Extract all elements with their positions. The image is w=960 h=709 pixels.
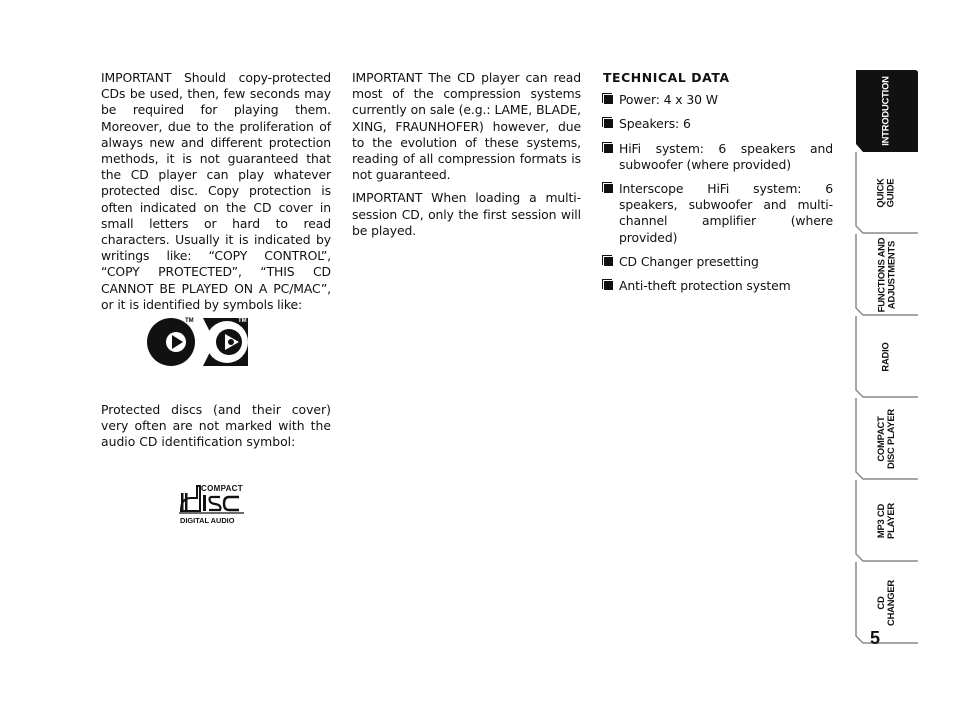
trademark-left: TM (185, 318, 194, 324)
compression-paragraph: IMPORTANT The CD player can read most of the compression systems currently on sale (e.g.: LAME, BLADE, XING, FRAUNHOFER) however, due to the evolution of these systems, reading of all compression formats is not guaranteed. (352, 70, 581, 183)
technical-data-heading: TECHNICAL DATA (603, 70, 730, 85)
list-item: CD Changer presetting (603, 254, 833, 270)
list-item: Interscope HiFi system: 6 speakers, subwoofer and multi-channel amplifier (where provided) (603, 181, 833, 246)
tab-compact-disc-player[interactable] (853, 398, 919, 480)
list-item: Anti-theft protection system (603, 278, 833, 294)
tab-introduction[interactable] (853, 70, 919, 152)
compact-disc-logo (179, 483, 249, 529)
copy-control-logo-icon (145, 313, 251, 369)
checkbox-bullet-icon (603, 143, 613, 153)
compact-disc-digital-audio-icon (179, 483, 249, 525)
checkbox-bullet-icon (603, 94, 613, 104)
tab-label: FUNCTIONS AND ADJUSTMENTS (875, 237, 896, 313)
tab-radio[interactable] (853, 316, 919, 398)
tab-label: QUICK GUIDE (875, 178, 896, 208)
cd-logo-bottom-text: DIGITAL AUDIO (180, 516, 235, 525)
multisession-paragraph: IMPORTANT When loading a multi-session CD, only the first session will be played. (352, 190, 581, 238)
copy-protection-paragraph: IMPORTANT Should copy-protected CDs be used, then, few seconds may be required for playing them. Moreover, due to the proliferation of always new and different protection methods, it is not guaranteed that the CD player can play whatever protected disc. Copy protection is often indicated on the CD cover in small letters or hard to read characters. Usually it is indicated by writings like: “COPY CONTROL”, “COPY PROTECTED”, “THIS CD CANNOT BE PLAYED ON A PC/MAC”, or it is identified by symbols like: (101, 70, 331, 312)
tab-label: COMPACT DISC PLAYER (875, 409, 896, 469)
copy-protection-symbols (145, 313, 251, 373)
tab-label: MP3 CD PLAYER (875, 503, 896, 539)
tab-functions-and-adjustments[interactable] (853, 234, 919, 316)
list-item: Power: 4 x 30 W (603, 92, 833, 108)
trademark-right: TM (238, 318, 247, 324)
tab-label: INTRODUCTION (880, 76, 892, 146)
technical-data-list (603, 92, 833, 294)
tab-mp3-cd-player[interactable] (853, 480, 919, 562)
list-item: Speakers: 6 (603, 116, 833, 132)
page-number: 5 (869, 628, 880, 648)
tab-quick-guide[interactable] (853, 152, 919, 234)
checkbox-bullet-icon (603, 256, 613, 266)
checkbox-bullet-icon (603, 280, 613, 290)
list-item: HiFi system: 6 speakers and subwoofer (where provided) (603, 141, 833, 173)
cd-logo-top-text: COMPACT (201, 484, 243, 493)
column-right (603, 70, 833, 302)
column-left (101, 70, 331, 320)
column-middle (352, 70, 581, 246)
tab-label: RADIO (880, 342, 891, 372)
tab-label: CD CHANGER (875, 580, 896, 626)
checkbox-bullet-icon (603, 183, 613, 193)
protected-discs-note: Protected discs (and their cover) very often are not marked with the audio CD identification symbol: (101, 402, 331, 450)
checkbox-bullet-icon (603, 118, 613, 128)
